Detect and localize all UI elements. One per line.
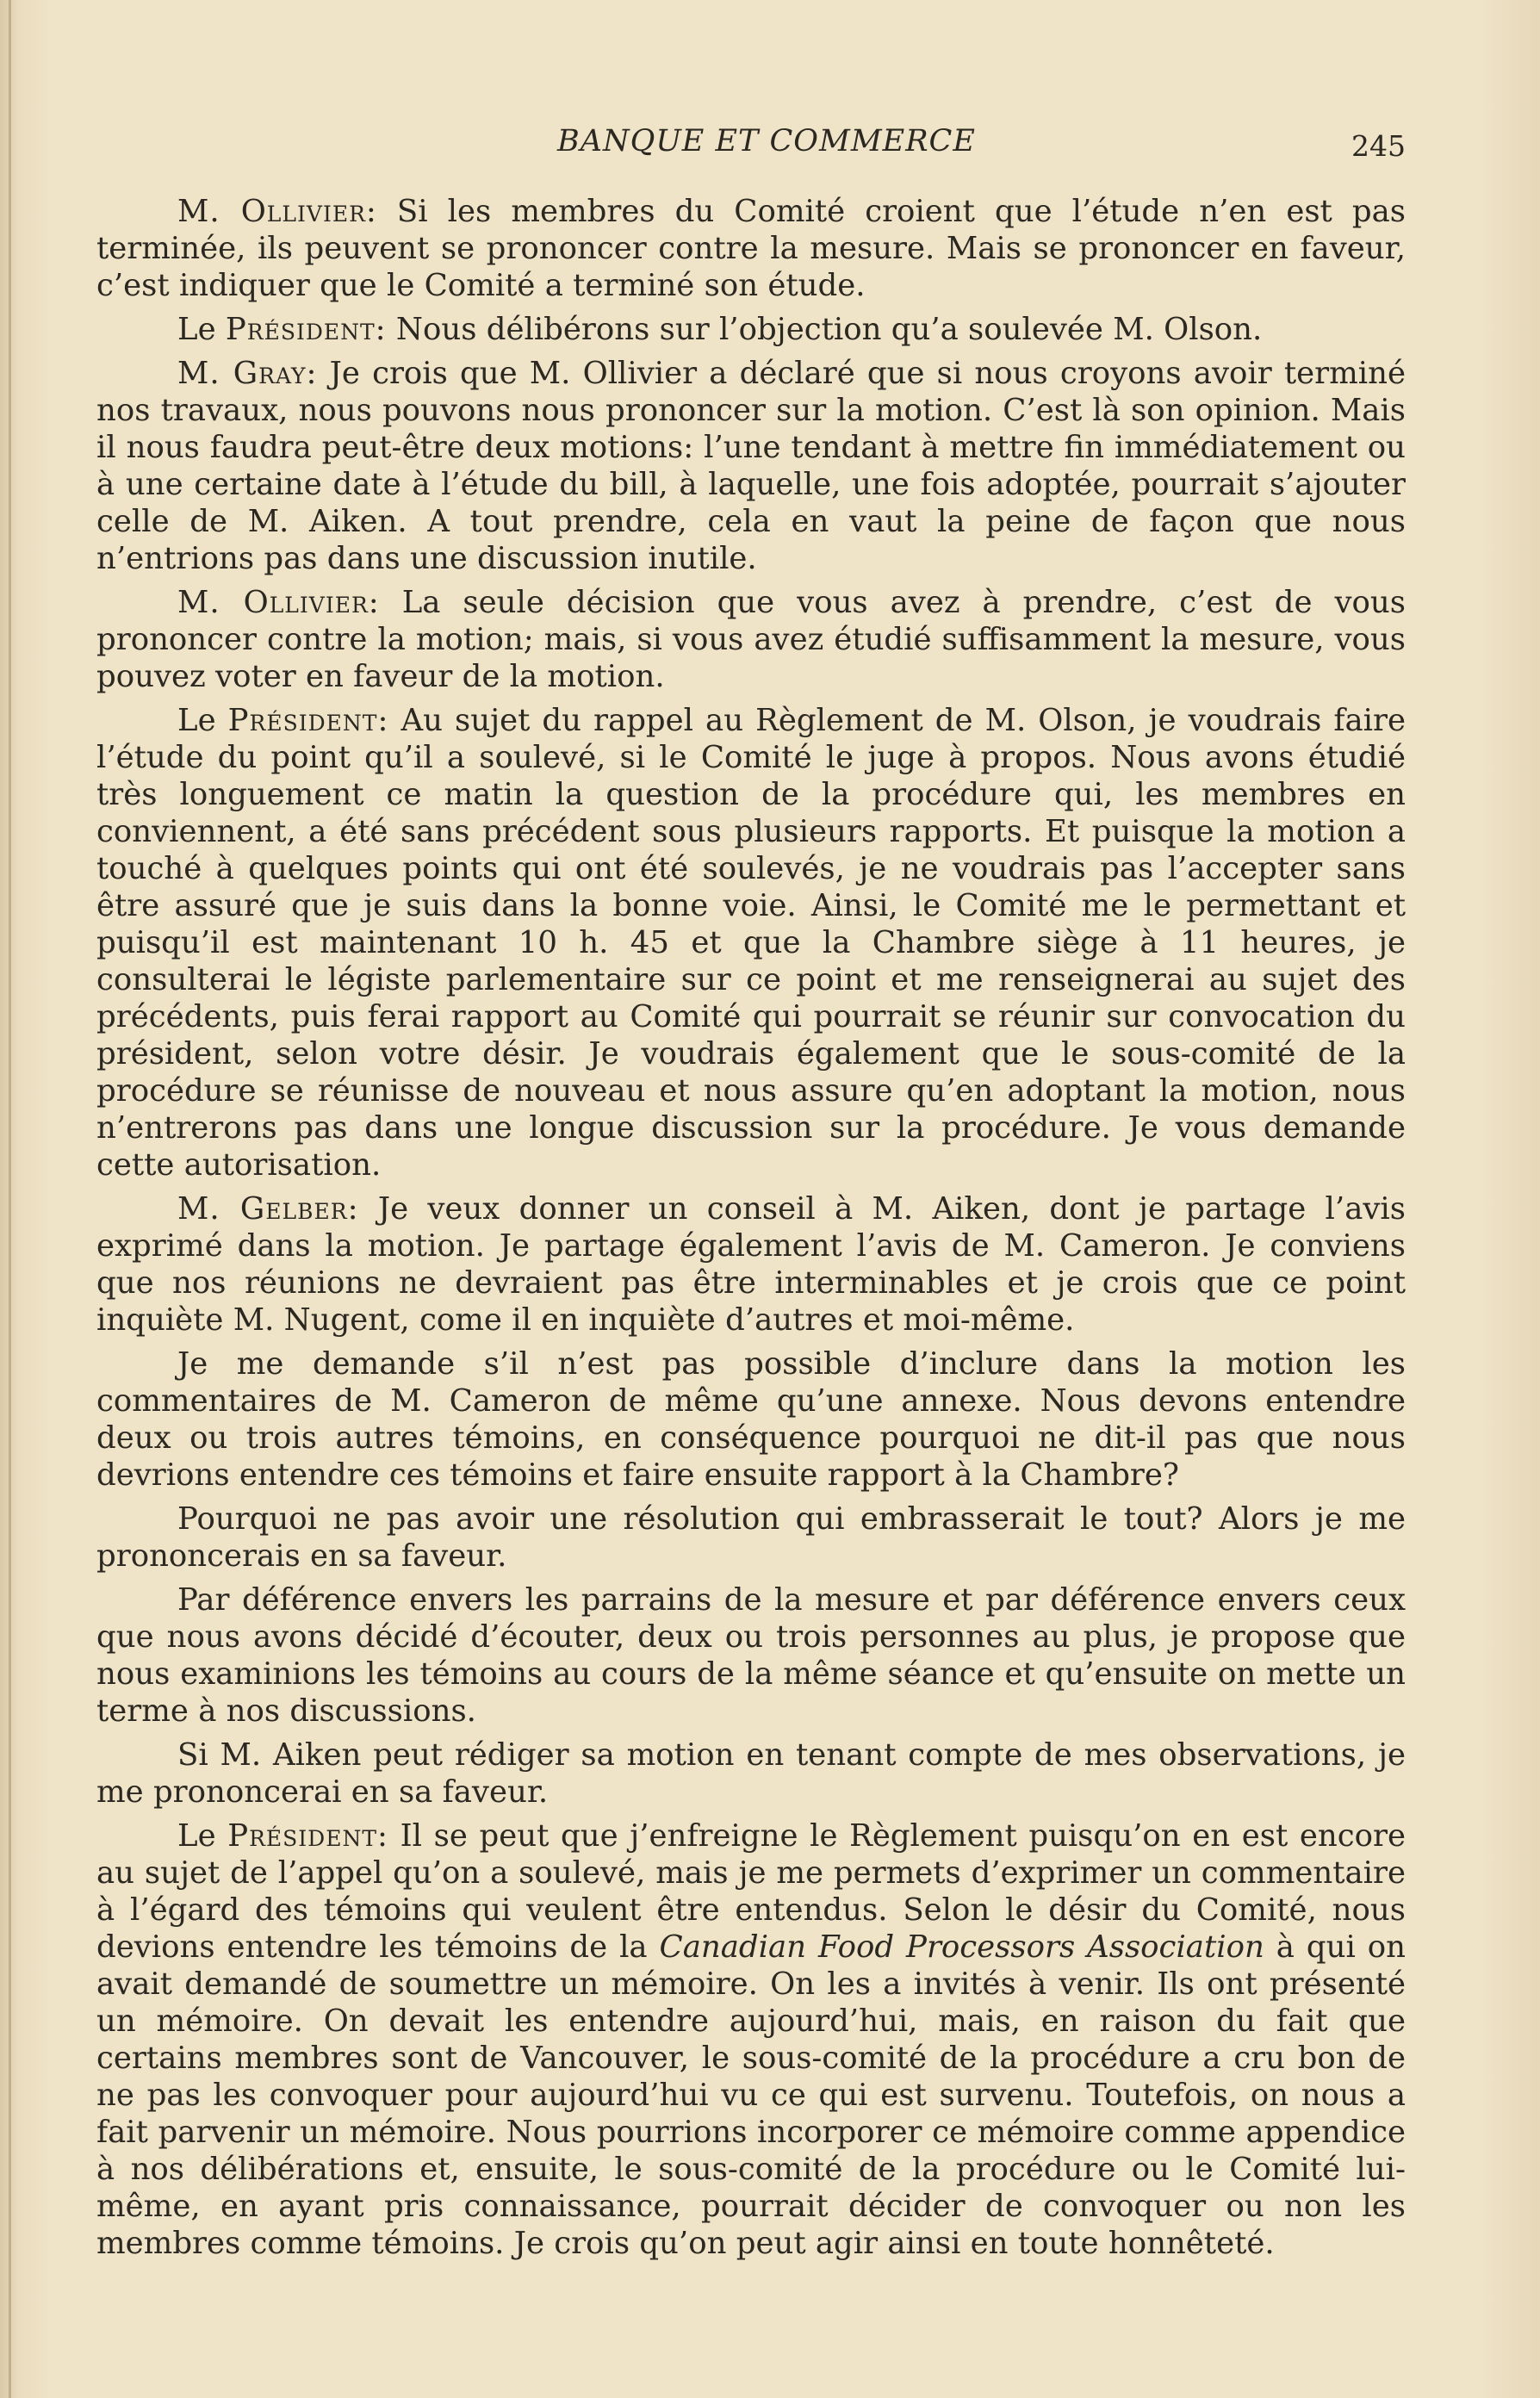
speaker-name: Président: <box>227 1818 388 1854</box>
paragraph-text: Par déférence envers les parrains de la mesure et par déférence envers ceux que nous avons décidé d’écouter, deux ou trois personnes au plus, je propose que nous examinions les témoins au cours de la même séance et qu’ensuite on mette un terme à nos discussions. <box>96 1582 1406 1729</box>
paragraph <box>96 584 1406 695</box>
speaker-name: M. Gelber: <box>177 1191 359 1227</box>
speaker-name: M. Gray: <box>177 356 318 391</box>
page-number: 245 <box>1351 129 1406 163</box>
paragraph <box>96 1736 1406 1811</box>
paragraph-text: Je me demande s’il n’est pas possible d’inclure dans la motion les commentaires de M. Cameron de même qu’une annexe. Nous devons entendre deux ou trois autres témoins, en conséquence pourquoi ne dit-il pas que nous devrions entendre ces témoins et faire ensuite rapport à la Chambre? <box>96 1346 1406 1493</box>
paragraph-text: Nous délibérons sur l’objection qu’a soulevée M. Olson. <box>386 312 1263 347</box>
paragraph-text: Si M. Aiken peut rédiger sa motion en tenant compte de mes observations, je me prononcerai en sa faveur. <box>96 1737 1406 1810</box>
speaker-prefix: Le <box>177 703 228 738</box>
paragraph-text: Je crois que M. Ollivier a déclaré que si nous croyons avoir terminé nos travaux, nous pouvons nous prononcer sur la motion. C’est là son opinion. Mais il nous faudra peut-être deux motions: l’une tendant à mettre fin immédiatement ou à une certaine date à l’étude du bill, à laquelle, une fois adoptée, pourrait s’ajouter celle de M. Aiken. A tout prendre, cela en vaut la peine de façon que nous n’entrions pas dans une discussion inutile. <box>96 356 1406 576</box>
speaker-name: Président: <box>227 703 389 738</box>
paragraph-text-continued: à qui on avait demandé de soumettre un mémoire. On les a invités à venir. Ils ont présenté un mémoire. On devait les entendre aujourd’hui, mais, en raison du fait que certains membres sont de Vancouver, le sous-comité de la procédure a cru bon de ne pas les convoquer pour aujourd’hui vu ce qui est survenu. Toutefois, on nous a fait parvenir un mémoire. Nous pourrions incorporer ce mémoire comme appendice à nos délibérations et, ensuite, le sous-comité de la procédure ou le Comité lui-même, en ayant pris connaissance, pourrait décider de convoquer ou non les membres comme témoins. Je crois qu’on peut agir ainsi en toute honnêteté. <box>96 1929 1406 2261</box>
paragraph <box>96 702 1406 1183</box>
paragraph-text: Il se peut que j’enfreigne le Règlement puisqu’on en est encore au sujet de l’appel qu’on a soulevé, mais je me permets d’exprimer un commentaire à l’égard des témoins qui veulent être entendus. Selon le désir du Comité, nous devions entendre les témoins de la <box>96 1818 1406 1965</box>
page-spine-edge <box>9 0 11 2398</box>
italic-organization-name: Canadian Food Processors Association <box>659 1929 1264 1965</box>
paragraph <box>96 355 1406 577</box>
speaker-name: Président: <box>225 312 387 347</box>
paragraph <box>96 1345 1406 1494</box>
page-body <box>96 193 1406 2269</box>
page-header <box>96 121 1406 172</box>
paragraph-text: Au sujet du rappel au Règlement de M. Olson, je voudrais faire l’étude du point qu’il a soulevé, si le Comité le juge à propos. Nous avons étudié très longuement ce matin la question de la procédure qui, les membres en conviennent, a été sans précédent sous plusieurs rapports. Et puisque la motion a touché à quelques points qui ont été soulevés, je ne voudrais pas l’accepter sans être assuré que je suis dans la bonne voie. Ainsi, le Comité me le permettant et puisqu’il est maintenant 10 h. 45 et que la Chambre siège à 11 heures, je consulterai le légiste parlementaire sur ce point et me renseignerai au sujet des précédents, puis ferai rapport au Comité qui pourrait se réunir sur convocation du président, selon votre désir. Je voudrais également que le sous-comité de la procédure se réunisse de nouveau et nous assure qu’en adoptant la motion, nous n’entrerons pas dans une longue discussion sur la procédure. Je vous demande cette autorisation. <box>96 703 1406 1183</box>
paragraph <box>96 1581 1406 1730</box>
paragraph-text: La seule décision que vous avez à prendre, c’est de vous prononcer contre la motion; mais, si vous avez étudié suffisamment la mesure, vous pouvez voter en faveur de la motion. <box>96 585 1406 694</box>
paragraph-text: Pourquoi ne pas avoir une résolution qui embrasserait le tout? Alors je me prononcerais en sa faveur. <box>96 1501 1406 1574</box>
paragraph <box>96 311 1406 348</box>
paragraph <box>96 1500 1406 1575</box>
speaker-prefix: Le <box>177 1818 228 1854</box>
running-title: BANQUE ET COMMERCE <box>557 124 976 158</box>
speaker-name: M. Ollivier: <box>177 585 380 620</box>
paragraph-text: Je veux donner un conseil à M. Aiken, dont je partage l’avis exprimé dans la motion. Je partage également l’avis de M. Cameron. Je conviens que nos réunions ne devraient pas être interminables et je crois que ce point inquiète M. Nugent, come il en inquiète d’autres et moi-même. <box>96 1191 1406 1338</box>
paragraph <box>96 1817 1406 2262</box>
paragraph <box>96 193 1406 304</box>
paragraph-text: Si les membres du Comité croient que l’étude n’en est pas terminée, ils peuvent se prononcer contre la mesure. Mais se prononcer en faveur, c’est indiquer que le Comité a terminé son étude. <box>96 194 1406 303</box>
paragraph <box>96 1190 1406 1339</box>
speaker-prefix: Le <box>177 312 226 347</box>
speaker-name: M. Ollivier: <box>177 194 377 229</box>
